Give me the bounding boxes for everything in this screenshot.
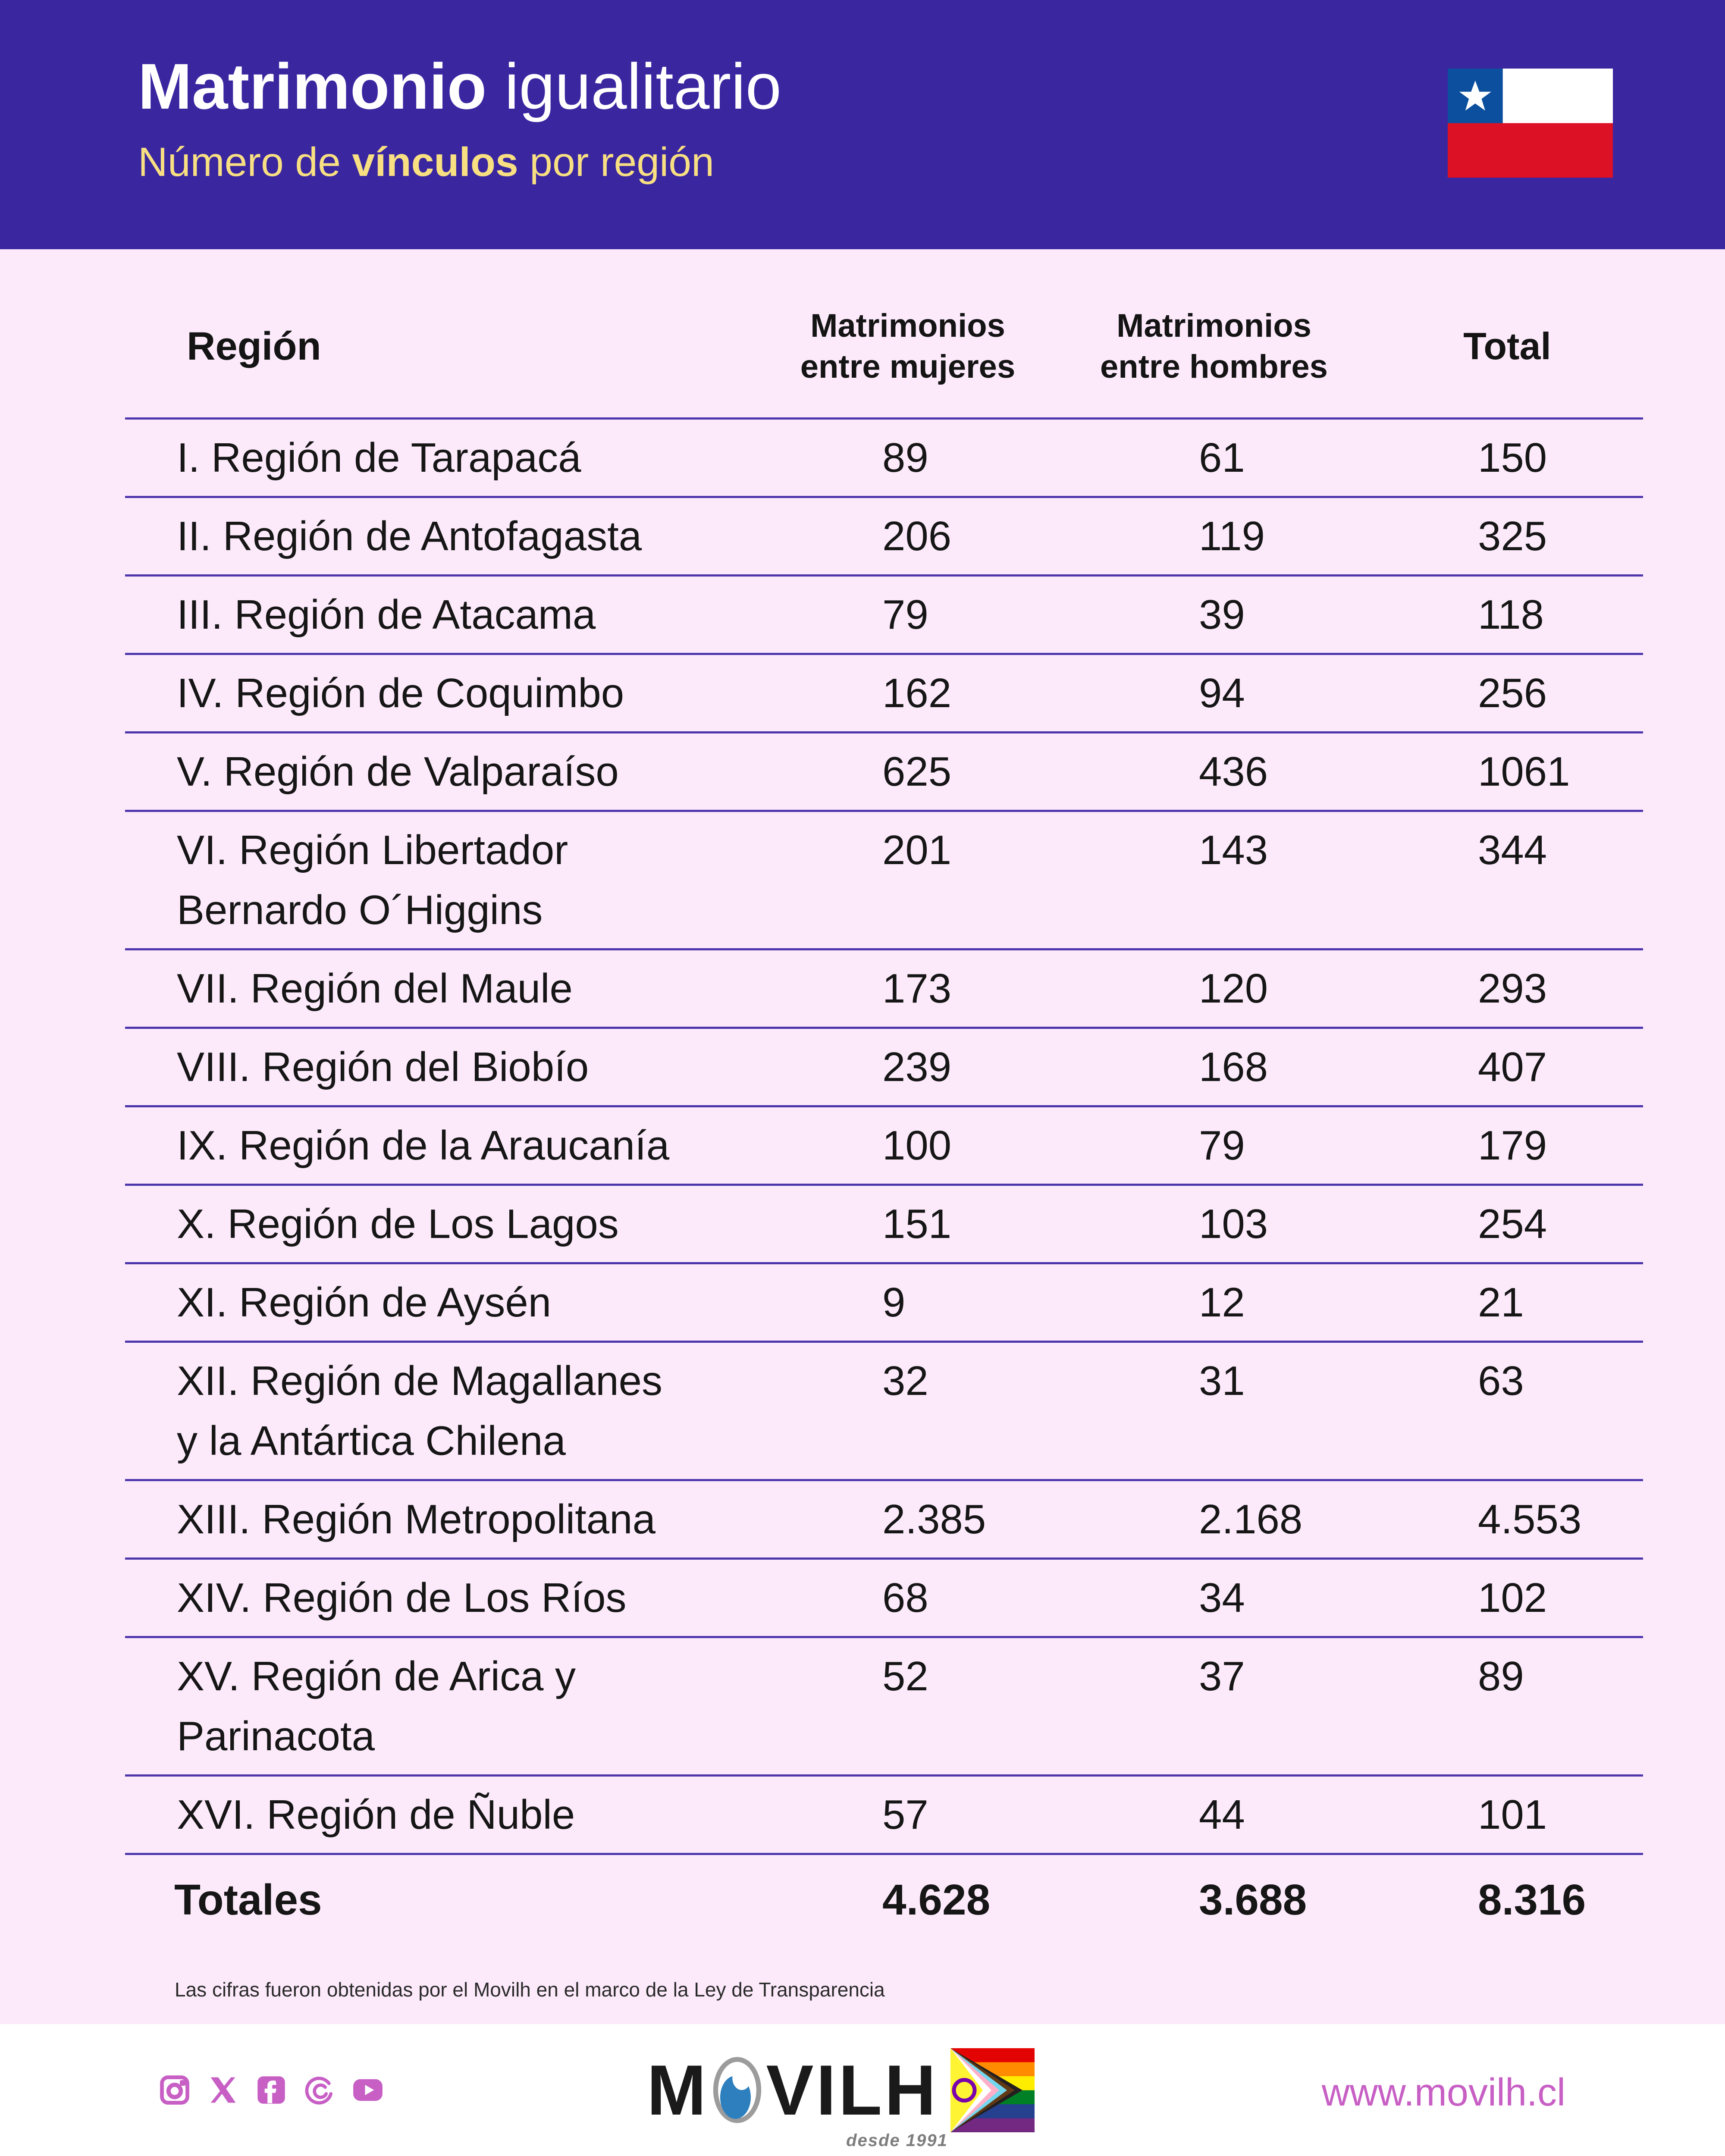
total-cell: 407 (1478, 1044, 1547, 1090)
logo-letters-vilh: VILH (766, 2050, 939, 2130)
region-label: IX. Región de la Araucanía (177, 1122, 670, 1169)
mujeres-cell: 625 (882, 749, 952, 795)
hombres-cell: 168 (1199, 1044, 1268, 1090)
mujeres-cell: 57 (882, 1792, 928, 1838)
region-label: VI. Región Libertador (177, 827, 568, 873)
table-section (0, 249, 1725, 2024)
movilh-logo-row (647, 2050, 1041, 2130)
hombres-cell: 61 (1199, 435, 1245, 481)
source-note: Las cifras fueron obtenidas por el Movilh en el marco de la Ley de Transparencia (175, 1978, 885, 2001)
mujeres-cell: 100 (882, 1122, 952, 1169)
totals-mujeres: 4.628 (882, 1876, 991, 1924)
column-header-mujeres: Matrimonios entre mujeres (800, 307, 1016, 385)
region-label-line2: Bernardo O´Higgins (177, 887, 543, 933)
hombres-cell: 79 (1199, 1122, 1245, 1169)
table-row (125, 420, 1643, 498)
region-label: X. Región de Los Lagos (177, 1201, 619, 1247)
table-row (125, 1029, 1643, 1107)
instagram-icon[interactable] (160, 2075, 190, 2105)
region-cell (125, 1785, 759, 1845)
hombres-cell: 143 (1199, 827, 1268, 873)
mujeres-cell: 201 (882, 827, 952, 873)
logo-letter-m: M (647, 2050, 709, 2130)
table-row (125, 950, 1643, 1029)
hombres-cell: 2.168 (1199, 1496, 1303, 1542)
movilh-logo (647, 2050, 1041, 2150)
hombres-cell: 37 (1199, 1653, 1245, 1699)
title-rest: igualitario (486, 50, 782, 122)
region-cell (125, 742, 759, 802)
table-row (125, 1777, 1643, 1855)
chile-flag-icon (1448, 69, 1613, 178)
table-row (125, 1343, 1643, 1481)
total-cell: 4.553 (1478, 1496, 1582, 1542)
hombres-cell: 31 (1199, 1358, 1245, 1404)
table-row (125, 733, 1643, 812)
table-row (125, 1264, 1643, 1343)
hombres-cell: 12 (1199, 1279, 1245, 1326)
website-url[interactable]: www.movilh.cl (1321, 2071, 1565, 2114)
facebook-icon[interactable] (256, 2075, 286, 2105)
region-label: XIV. Región de Los Ríos (177, 1575, 627, 1621)
region-label: VII. Región del Maule (177, 965, 573, 1012)
header-titles (138, 51, 781, 186)
page-title (138, 51, 781, 122)
mujeres-cell: 151 (882, 1201, 952, 1247)
region-label: XVI. Región de Ñuble (177, 1792, 575, 1838)
total-cell: 101 (1478, 1792, 1547, 1838)
footer (0, 2024, 1725, 2156)
mujeres-cell: 68 (882, 1575, 928, 1621)
mujeres-cell: 206 (882, 513, 952, 559)
mujeres-cell: 9 (882, 1279, 906, 1326)
column-header-hombres: Matrimonios entre hombres (1100, 307, 1328, 385)
mujeres-cell: 173 (882, 965, 952, 1012)
eye-icon (711, 2051, 763, 2129)
hombres-cell: 39 (1199, 592, 1245, 638)
total-cell: 344 (1478, 827, 1547, 873)
region-cell (125, 1272, 759, 1332)
totals-total: 8.316 (1478, 1876, 1586, 1924)
region-cell (125, 506, 759, 566)
total-cell: 21 (1478, 1279, 1524, 1326)
region-cell (125, 663, 759, 723)
mujeres-cell: 162 (882, 670, 952, 716)
region-cell (125, 1037, 759, 1097)
region-cell (125, 820, 759, 940)
region-cell (125, 959, 759, 1018)
region-label-line2: Parinacota (177, 1713, 375, 1759)
table-row (125, 1107, 1643, 1186)
table-row (125, 1638, 1643, 1777)
title-bold: Matrimonio (138, 50, 487, 122)
region-cell (125, 1489, 759, 1549)
mujeres-cell: 239 (882, 1044, 952, 1090)
region-cell (125, 585, 759, 645)
table-row (125, 498, 1643, 577)
social-icons (160, 2075, 383, 2105)
total-cell: 256 (1478, 670, 1547, 716)
hombres-cell: 34 (1199, 1575, 1245, 1621)
region-label: IV. Región de Coquimbo (177, 670, 624, 716)
total-cell: 150 (1478, 435, 1547, 481)
total-cell: 63 (1478, 1358, 1524, 1404)
region-label: VIII. Región del Biobío (177, 1044, 589, 1090)
subtitle-post: por región (518, 139, 714, 185)
table-row (125, 812, 1643, 950)
totals-label: Totales (174, 1876, 322, 1924)
hombres-cell: 103 (1199, 1201, 1268, 1247)
region-label: XV. Región de Arica y (177, 1653, 576, 1699)
totals-row (125, 1855, 1643, 1938)
total-cell: 118 (1478, 592, 1544, 638)
total-cell: 293 (1478, 965, 1547, 1012)
region-label: XI. Región de Aysén (177, 1279, 552, 1326)
subtitle-pre: Número de (138, 139, 352, 185)
region-label: V. Región de Valparaíso (177, 749, 619, 795)
region-label: III. Región de Atacama (177, 592, 596, 638)
region-label: XII. Región de Magallanes (177, 1358, 663, 1404)
table-row (125, 577, 1643, 655)
table-row (125, 1186, 1643, 1264)
mujeres-cell: 79 (882, 592, 928, 638)
region-label: II. Región de Antofagasta (177, 513, 642, 559)
x-twitter-icon[interactable] (208, 2075, 238, 2105)
region-cell (125, 1646, 759, 1766)
table-row (125, 1560, 1643, 1638)
mujeres-cell: 2.385 (882, 1496, 986, 1542)
table-header-row (125, 249, 1643, 420)
hombres-cell: 44 (1199, 1792, 1245, 1838)
mujeres-cell: 32 (882, 1358, 928, 1404)
header-band (0, 0, 1725, 249)
page-subtitle (138, 138, 781, 186)
hombres-cell: 436 (1199, 749, 1268, 795)
column-header-region: Región (187, 324, 321, 368)
region-label: I. Región de Tarapacá (177, 435, 581, 481)
total-cell: 1061 (1478, 749, 1570, 795)
table-row (125, 1481, 1643, 1560)
hombres-cell: 120 (1199, 965, 1268, 1012)
table-row (125, 655, 1643, 733)
column-header-total: Total (1463, 325, 1551, 367)
hombres-cell: 119 (1199, 513, 1265, 559)
threads-icon[interactable] (304, 2075, 335, 2105)
total-cell: 102 (1478, 1575, 1547, 1621)
total-cell: 254 (1478, 1201, 1547, 1247)
logo-tagline: desde 1991 (846, 2131, 948, 2150)
data-table (125, 249, 1643, 1938)
region-cell (125, 428, 759, 488)
region-cell (125, 1194, 759, 1254)
region-cell (125, 1351, 759, 1471)
region-cell (125, 1116, 759, 1175)
region-label-line2: y la Antártica Chilena (177, 1418, 566, 1464)
hombres-cell: 94 (1199, 670, 1245, 716)
region-label: XIII. Región Metropolitana (177, 1496, 656, 1542)
subtitle-bold: vínculos (352, 139, 518, 185)
total-cell: 89 (1478, 1653, 1524, 1699)
progress-pride-flag-icon (950, 2048, 1035, 2132)
total-cell: 325 (1478, 513, 1547, 559)
region-cell (125, 1568, 759, 1628)
total-cell: 179 (1478, 1122, 1547, 1169)
mujeres-cell: 52 (882, 1653, 928, 1699)
totals-hombres: 3.688 (1199, 1876, 1307, 1924)
youtube-icon[interactable] (353, 2075, 383, 2105)
mujeres-cell: 89 (882, 435, 928, 481)
